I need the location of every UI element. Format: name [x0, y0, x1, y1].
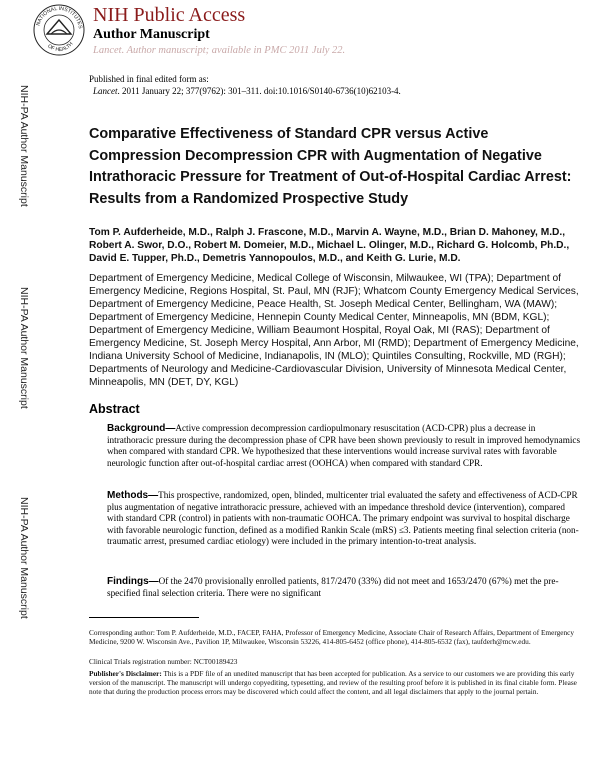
affiliations: Department of Emergency Medicine, Medical College of Wisconsin, Milwaukee, WI (TPA); Department of Emergency Medicine, Regions Hospital, St. Paul, MN (RJF); Whatcom County Emergency Medical Services, Department of Emergency Medicine, Peace Health, St. Joseph Medical Center, Bellingham, WA (MAW); Department of Emergency Medicine, Hennepin County Medical Center, Minneapolis, MN (BDM, KGL); Department of Emergency Medicine, William Beaumont Hospital, Royal Oak, MI (RAS); Department of Emergency Medicine, St. Joseph Mercy Hospital, Ann Arbor, MI (RMD); Department of Emergency Medicine, Indiana University School of Medicine, Indianapolis, IN (MLO); Quintiles Consulting, Rockville, MD (RGH); Departments of Neurology and Medicine-Cardiovascular Division, University of Minnesota Medical Center, Minneapolis, MN (DET, DY, KGL): [89, 273, 579, 388]
footnote-divider: [89, 617, 199, 618]
author-list: Tom P. Aufderheide, M.D., Ralph J. Frascone, M.D., Marvin A. Wayne, M.D., Brian D. Mahoney, M.D., Robert A. Swor, D.O., Robert M. Domeier, M.D., Michael L. Olinger, M.D., Richard G. Holcomb, Ph.D., David E. Tupper, Ph.D., Demetris Yannopoulos, M.D., and Keith G. Lurie, M.D.: [89, 227, 570, 264]
publication-intro: Published in final edited form as:: [89, 74, 209, 84]
side-label: NIH-PA Author Manuscript: [18, 85, 30, 207]
abstract-methods: [107, 490, 581, 548]
disclaimer-label: Publisher's Disclaimer:: [89, 669, 162, 678]
abstract-findings: [107, 576, 581, 599]
nih-logo-icon: [33, 4, 85, 56]
methods-label: Methods—: [107, 490, 159, 501]
background-text: Active compression decompression cardiopulmonary resuscitation (ACD-CPR) plus a decrease in intrathoracic pressure during the decompression phase of CPR have been shown previously to result in improved hemodynamics when compared with standard CPR. We hypothesized that these interventions would increase survival rates with favorable neurologic function after out-of-hospital cardiac arrest (OOHCA) when compared with standard CPR.: [107, 423, 581, 468]
header: [93, 4, 573, 58]
availability-note: Lancet. Author manuscript; available in PMC 2011 July 22.: [93, 45, 346, 56]
publisher-disclaimer: [89, 669, 581, 697]
methods-text: This prospective, randomized, open, blinded, multicenter trial evaluated the safety and effectiveness of ACD-CPR plus augmentation of negative intrathoracic pressure, achieved with an impedance threshold device (intervention), compared with standard CPR (control) in patients with non-traumatic OOHCA. The primary endpoint was survival to hospital discharge with favorable neurologic function, defined as a modified Rankin Scale (mRS) ≤3. Patients meeting final selection criteria (non-traumatic arrest, presumed cardiac etiology) were included in the primary intention-to-treat analysis.: [107, 490, 579, 547]
findings-label: Findings—: [107, 576, 159, 587]
publication-info: [89, 73, 579, 97]
header-subtitle: Author Manuscript: [93, 27, 210, 42]
publication-citation: [89, 85, 579, 97]
side-label: NIH-PA Author Manuscript: [18, 287, 30, 409]
journal-name[interactable]: Lancet: [93, 86, 118, 96]
side-label: NIH-PA Author Manuscript: [18, 497, 30, 619]
header-title: NIH Public Access: [93, 4, 246, 26]
article-title: Comparative Effectiveness of Standard CPR versus Active Compression Decompression CPR with Augmentation of Negative Intrathoracic Pressure for Treatment of Out-of-Hospital Cardiac Arrest: Results from a Randomized Prospective Study: [89, 126, 572, 207]
svg-text:OF HEALTH: OF HEALTH: [46, 41, 75, 54]
findings-text: Of the 2470 provisionally enrolled patients, 817/2470 (33%) did not meet and 1653/2470 (67%) met the pre-specified final selection criteria. There were no significant: [107, 576, 559, 598]
abstract-heading: Abstract: [89, 402, 140, 416]
svg-text:NATIONAL INSTITUTES: NATIONAL INSTITUTES: [35, 5, 84, 30]
citation-details: . 2011 January 22; 377(9762): 301–311. doi:10.1016/S0140-6736(10)62103-4.: [117, 86, 401, 96]
disclaimer-text: This is a PDF file of an unedited manuscript that has been accepted for publication. As a service to our customers we are providing this early version of the manuscript. The manuscript will undergo copyediting, typesetting, and review of the resulting proof before it is published in its final citable form. Please note that during the production process errors may be discovered which could affect the content, and all legal disclaimers that apply to the journal pertain.: [89, 669, 577, 697]
background-label: Background—: [107, 423, 176, 434]
corresponding-author-note: Corresponding author: Tom P. Aufderheide, M.D., FACEP, FAHA, Professor of Emergency Medicine, Associate Chair of Research Affairs, Department of Emergency Medicine, 9200 W. Wisconsin Ave., Pavilion 1P, Milwaukee, Wisconsin 53226, 414-805-6452 (office phone), 414-805-6532 (fax), taufderh@mcw.edu.: [89, 628, 575, 647]
abstract-background: [107, 423, 581, 469]
trial-registration-note: Clinical Trials registration number: NCT00189423: [89, 657, 238, 666]
